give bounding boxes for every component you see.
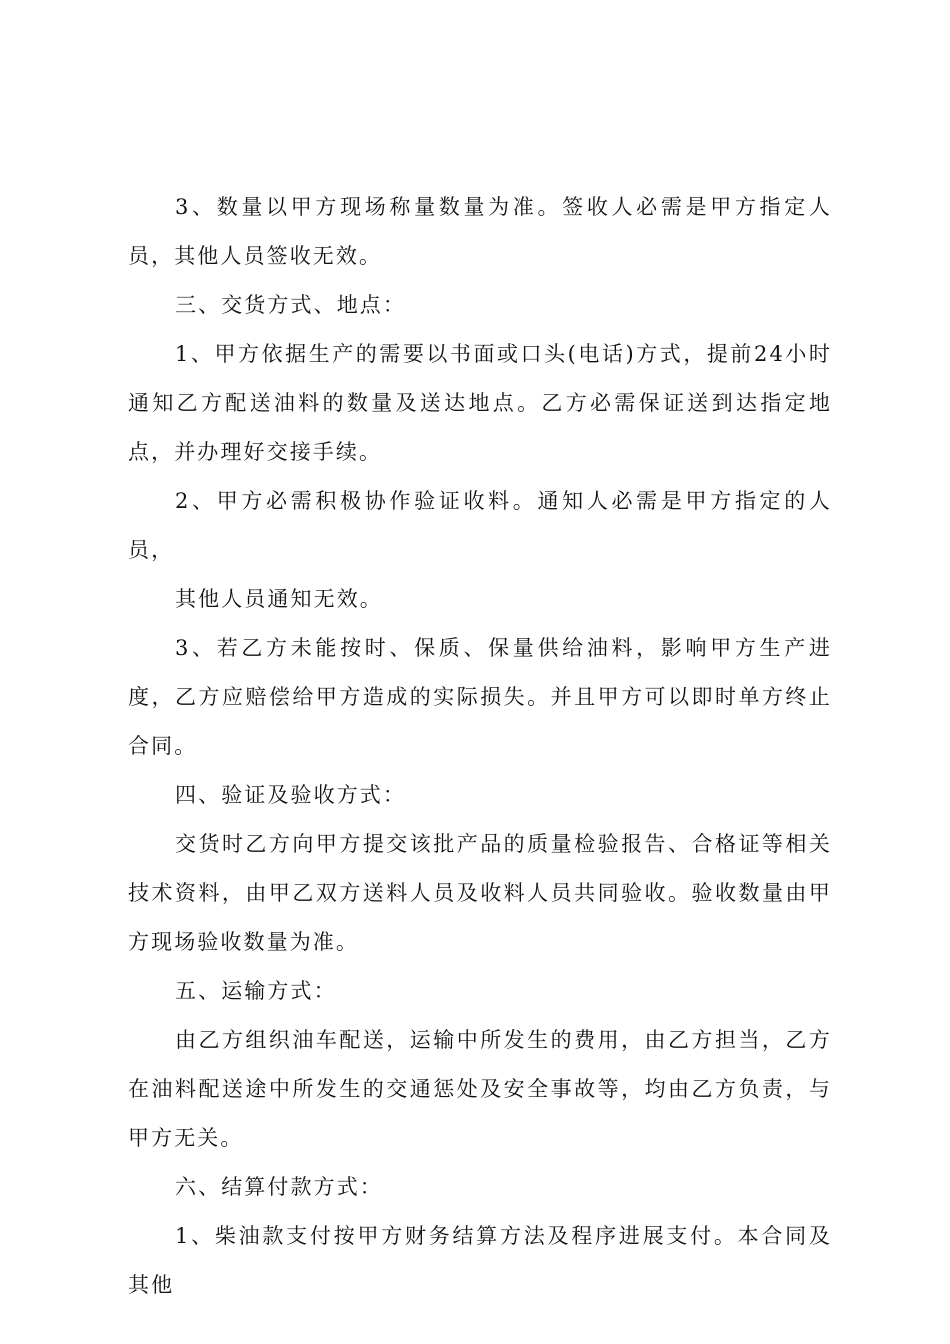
paragraph-receiving-cooperation: 2、甲方必需积极协作验证收料。通知人必需是甲方指定的人员，: [128, 489, 832, 562]
paragraph-supply-liability: 3、若乙方未能按时、保质、保量供给油料，影响甲方生产进度，乙方应赔偿给甲方造成的实际损失。并且甲方可以即时单方终止合同。: [128, 636, 832, 758]
document-page: [128, 183, 832, 1310]
paragraph-inspection-details: 交货时乙方向甲方提交该批产品的质量检验报告、合格证等相关技术资料，由甲乙双方送料人员及收料人员共同验收。验收数量由甲方现场验收数量为准。: [128, 832, 832, 954]
section-heading-settlement: 六、结算付款方式：: [175, 1175, 383, 1199]
paragraph-payment-details: 1、柴油款支付按甲方财务结算方法及程序进展支付。本合同及其他: [128, 1224, 832, 1297]
paragraph-transport-details: 由乙方组织油车配送，运输中所发生的费用，由乙方担当，乙方在油料配送途中所发生的交通惩处及安全事故等，均由乙方负责，与甲方无关。: [128, 1028, 832, 1150]
section-heading-transport: 五、运输方式：: [175, 979, 337, 1003]
section-heading-inspection: 四、验证及验收方式：: [175, 783, 406, 807]
section-heading-delivery: 三、交货方式、地点：: [175, 293, 406, 317]
paragraph-other-notice-invalid: 其他人员通知无效。: [175, 587, 383, 611]
paragraph-quantity-signing: 3、数量以甲方现场称量数量为准。签收人必需是甲方指定人员，其他人员签收无效。: [128, 195, 832, 268]
paragraph-delivery-notice: 1、甲方依据生产的需要以书面或口头(电话)方式，提前24小时通知乙方配送油料的数量及送达地点。乙方必需保证送到达指定地点，并办理好交接手续。: [128, 342, 832, 464]
